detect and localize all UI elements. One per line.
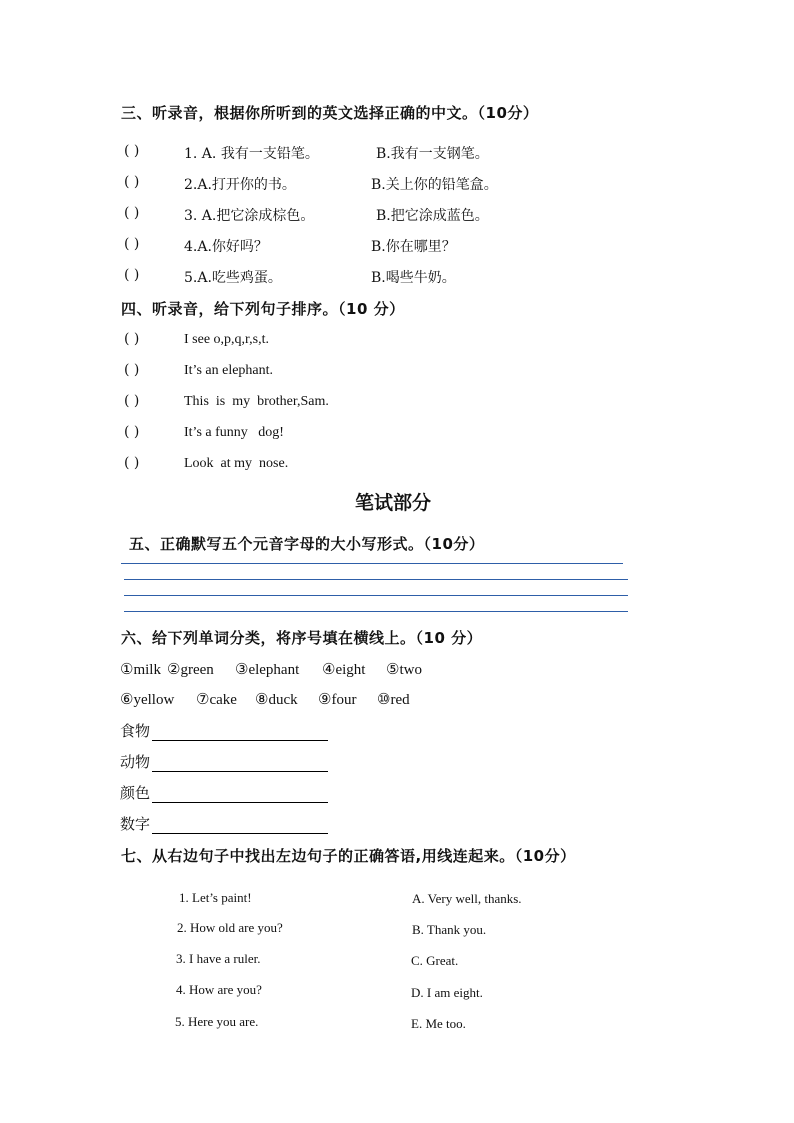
word-item: ⑥yellow — [120, 692, 175, 708]
section-3-heading: 三、听录音，根据你所听到的英文选择正确的中文。（10分） — [121, 104, 539, 122]
match-right-item[interactable]: E. Me too. — [411, 1016, 466, 1031]
word-item: ②green — [167, 662, 214, 678]
match-right-item[interactable]: C. Great. — [411, 953, 459, 968]
option-b: B.你在哪里？ — [371, 239, 456, 255]
answer-blank[interactable]: ( ) — [124, 236, 140, 252]
fill-line[interactable] — [152, 819, 328, 834]
option-a: 4.A.你好吗？ — [184, 239, 268, 255]
written-part-title: 笔试部分 — [355, 492, 432, 514]
word-item: ⑨four — [318, 692, 357, 708]
order-blank[interactable]: ( ) — [124, 455, 140, 471]
category-row-animals: 动物 — [120, 751, 328, 772]
option-a: 1. A. 我有一支铅笔。 — [184, 146, 319, 162]
option-b: B.喝些牛奶。 — [371, 270, 456, 286]
answer-blank[interactable]: ( ) — [124, 174, 140, 190]
match-right-item[interactable]: B. Thank you. — [412, 922, 487, 937]
category-row-food: 食物 — [120, 720, 328, 741]
word-item: ⑦cake — [196, 692, 237, 708]
match-left-item[interactable]: 5. Here you are. — [175, 1014, 259, 1029]
answer-blank[interactable]: ( ) — [124, 143, 140, 159]
order-blank[interactable]: ( ) — [124, 331, 140, 347]
section-4-heading: 四、听录音，给下列句子排序。（10 分） — [121, 300, 405, 318]
match-right-item[interactable]: D. I am eight. — [411, 985, 483, 1000]
order-blank[interactable]: ( ) — [124, 393, 140, 409]
word-item: ③elephant — [235, 662, 300, 678]
section-5-heading: 五、正确默写五个元音字母的大小写形式。（10分） — [129, 535, 485, 553]
fill-line[interactable] — [152, 788, 328, 803]
order-blank[interactable]: ( ) — [124, 362, 140, 378]
fill-line[interactable] — [152, 757, 328, 772]
match-left-item[interactable]: 1. Let’s paint! — [179, 890, 252, 905]
section-7-heading: 七、从右边句子中找出左边句子的正确答语,用线连起来。（10分） — [121, 847, 576, 865]
writing-line[interactable] — [124, 611, 628, 612]
writing-line[interactable] — [124, 595, 628, 596]
sentence: It’s an elephant. — [184, 363, 274, 378]
order-blank[interactable]: ( ) — [124, 424, 140, 440]
match-left-item[interactable]: 3. I have a ruler. — [176, 951, 261, 966]
category-row-colors: 颜色 — [120, 782, 328, 803]
category-row-numbers: 数字 — [120, 813, 328, 834]
option-b: B.关上你的铅笔盒。 — [371, 177, 498, 193]
option-b: B.把它涂成蓝色。 — [376, 208, 489, 224]
word-item: ①milk — [120, 662, 161, 678]
option-a: 5.A.吃些鸡蛋。 — [184, 270, 282, 286]
fill-line[interactable] — [152, 726, 328, 741]
match-right-item[interactable]: A. Very well, thanks. — [412, 891, 522, 906]
option-b: B.我有一支钢笔。 — [376, 146, 489, 162]
match-left-item[interactable]: 2. How old are you? — [177, 920, 283, 935]
sentence: Look at my nose. — [184, 456, 289, 471]
word-item: ⑧duck — [255, 692, 298, 708]
word-item: ⑤two — [386, 662, 422, 678]
word-item: ⑩red — [377, 692, 410, 708]
writing-line[interactable] — [124, 579, 628, 580]
answer-blank[interactable]: ( ) — [124, 267, 140, 283]
match-left-item[interactable]: 4. How are you? — [176, 982, 262, 997]
option-a: 2.A.打开你的书。 — [184, 177, 296, 193]
answer-blank[interactable]: ( ) — [124, 205, 140, 221]
option-a: 3. A.把它涂成棕色。 — [184, 208, 315, 224]
writing-line[interactable] — [121, 563, 623, 564]
word-item: ④eight — [322, 662, 366, 678]
section-6-heading: 六、给下列单词分类，将序号填在横线上。（10 分） — [121, 629, 483, 647]
sentence: It’s a funny dog! — [184, 425, 284, 440]
sentence: This is my brother,Sam. — [184, 394, 329, 409]
sentence: I see o,p,q,r,s,t. — [184, 332, 269, 347]
